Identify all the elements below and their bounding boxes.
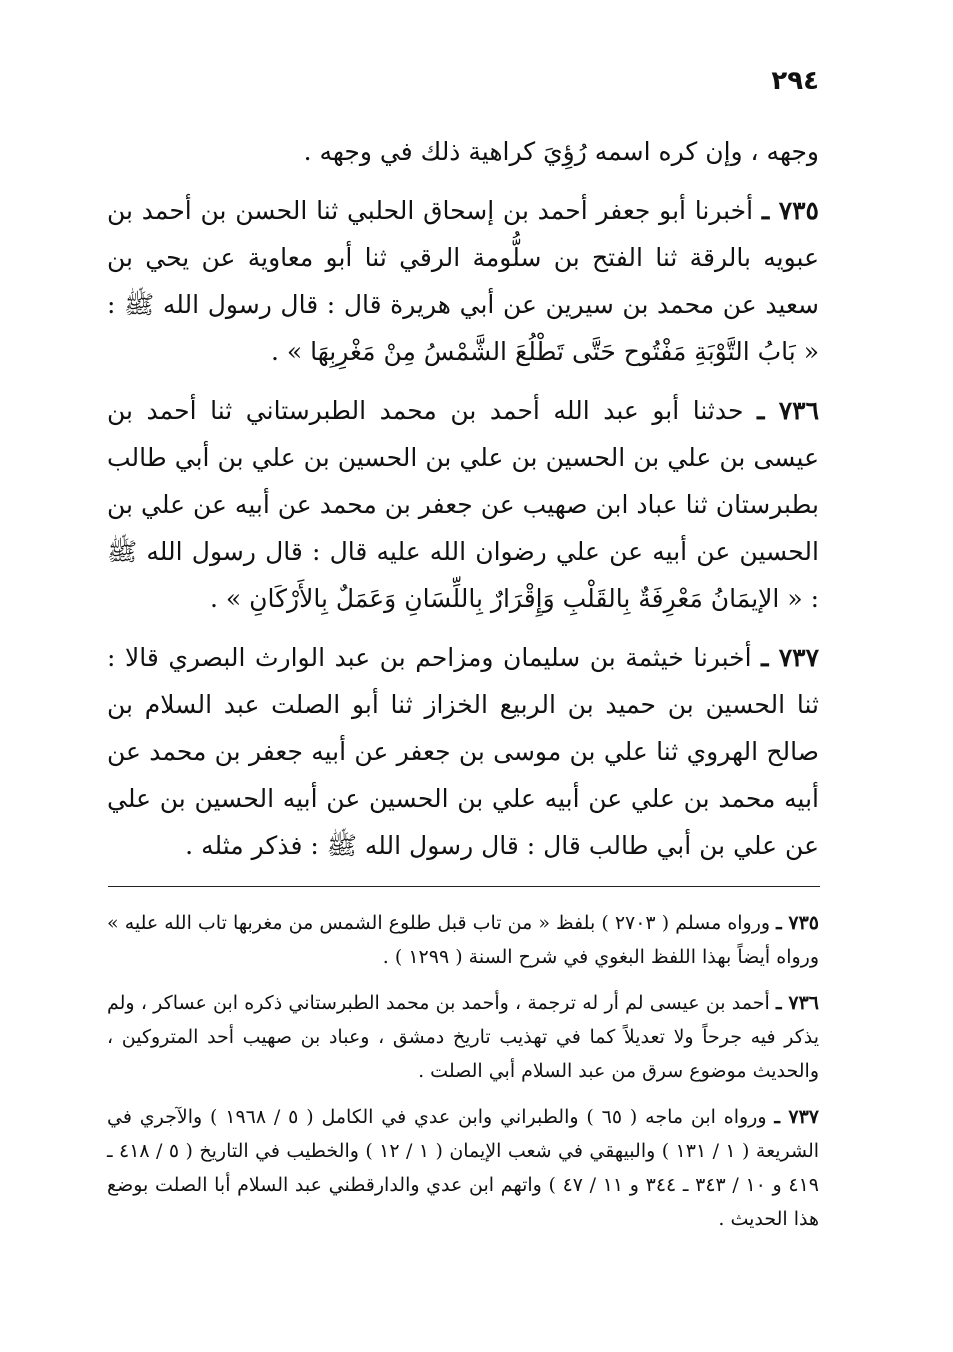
footnote-735 <box>107 906 819 974</box>
hadith-text: أخبرنا خيثمة بن سليمان ومزاحم بن عبد الوارث البصري قالا : ثنا الحسين بن حميد بن الربيع الخزاز ثنا أبو الصلت عبد السلام بن صالح الهروي ثنا علي بن موسى بن جعفر عن أبيه جعفر بن محمد عن أبيه محمد بن علي عن أبيه علي بن الحسين عن أبيه الحسين بن علي عن علي بن أبي طالب قال : قال رسول الله ﷺ : فذكر مثله . <box>107 643 819 860</box>
hadith-735 <box>107 187 819 375</box>
footnote-number: ٧٣٧ ـ <box>774 1106 819 1128</box>
footnote-number: ٧٣٥ ـ <box>776 912 820 934</box>
opening-line: وجهه ، وإن كره اسمه رُؤِيَ كراهية ذلك في وجهه . <box>303 137 819 166</box>
page-number: ٢٩٤ <box>771 66 819 96</box>
footnotes <box>107 906 819 1248</box>
footnote-text: ورواه مسلم ( ٢٧٠٣ ) بلفظ « من تاب قبل طلوع الشمس من مغربها تاب الله عليه » ورواه أيضاً بهذا اللفظ البغوي في شرح السنة ( ١٢٩٩ ) . <box>107 912 819 968</box>
footnote-text: ورواه ابن ماجه ( ٦٥ ) والطبراني وابن عدي في الكامل ( ٥ / ١٩٦٨ ) والآجري في الشريعة ( ١ / ١٣١ ) والبيهقي في شعب الإيمان ( ١ / ١٢ ) والخطيب في التاريخ ( ٥ / ٤١٨ ـ ٤١٩ و ١٠ / ٣٤٣ ـ ٣٤٤ و ١١ / ٤٧ ) واتهم ابن عدي والدارقطني عبد السلام أبا الصلت بوضع هذا الحديث . <box>107 1106 820 1230</box>
footnote-number: ٧٣٦ ـ <box>776 992 819 1014</box>
hadith-737 <box>107 634 819 869</box>
hadith-text: أخبرنا أبو جعفر أحمد بن إسحاق الحلبي ثنا الحسن بن أحمد بن عبويه بالرقة ثنا الفتح بن سلُّومة الرقي ثنا أبو معاوية عن يحي بن سعيد عن محمد بن سيرين عن أبي هريرة قال : قال رسول الله ﷺ : « بَابُ التَّوْبَةِ مَفْتُوح حَتَّى تَطْلُعَ الشَّمْسُ مِنْ مَغْرِبِهَا » . <box>107 196 819 366</box>
footnote-737 <box>107 1100 819 1236</box>
footnote-divider <box>108 886 820 887</box>
main-text <box>107 128 819 869</box>
footnote-text: أحمد بن عيسى لم أر له ترجمة ، وأحمد بن محمد الطبرستاني ذكره ابن عساكر ، ولم يذكر فيه جرحاً ولا تعديلاً كما في تهذيب تاريخ دمشق ، وعباد بن صهيب أحد المتروكين ، والحديث موضوع سرق من عبد السلام أبي الصلت . <box>107 992 819 1082</box>
hadith-number: ٧٣٦ ـ <box>757 396 820 425</box>
hadith-736 <box>107 387 819 622</box>
hadith-number: ٧٣٧ ـ <box>761 643 820 672</box>
footnote-736 <box>107 986 819 1088</box>
hadith-number: ٧٣٥ ـ <box>761 196 819 225</box>
hadith-text: حدثنا أبو عبد الله أحمد بن محمد الطبرستاني ثنا أحمد بن عيسى بن علي بن الحسين بن علي بن الحسين بن علي بن أبي طالب بطبرستان ثنا عباد ابن صهيب عن جعفر بن محمد عن أبيه عن علي بن الحسين عن أبيه عن علي رضوان الله عليه قال : قال رسول الله ﷺ : « الإيمَانُ مَعْرِفَةٌ بِالقَلْبِ وَإِقْرَارٌ بِاللِّسَانِ وَعَمَلٌ بِالأَرْكَانِ » . <box>107 396 819 613</box>
